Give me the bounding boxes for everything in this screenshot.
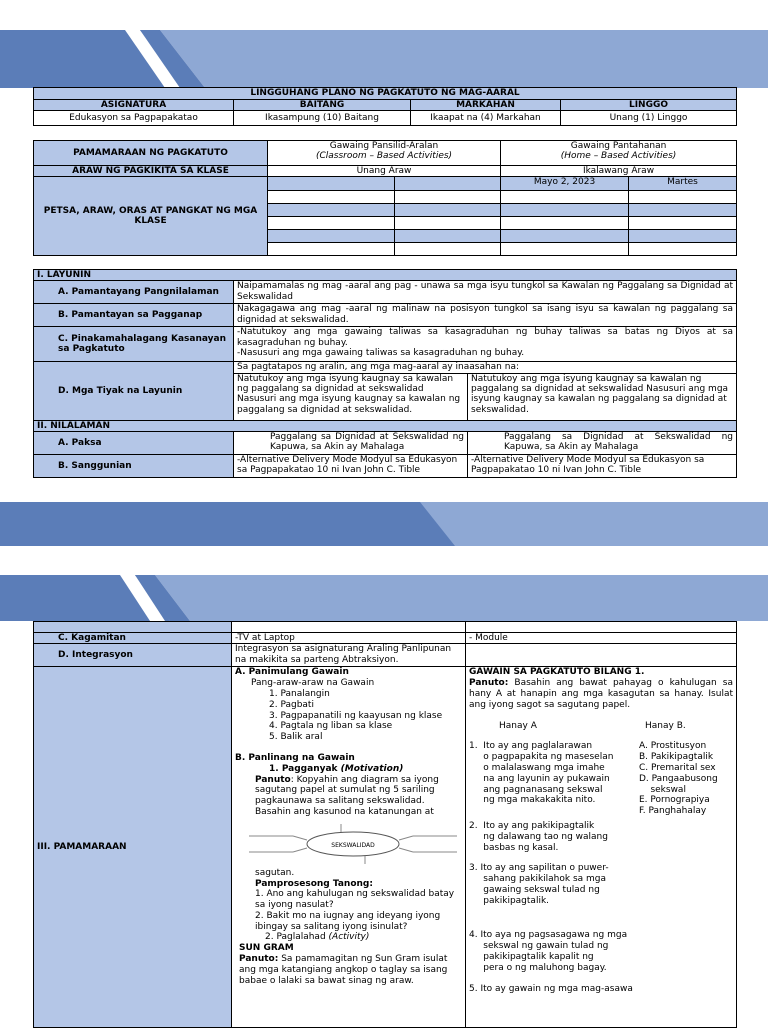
question-2: 2. Bakit mo na iugnay ang ideyang iyong ibingay sa salitang iyong isinulat? (255, 910, 441, 932)
gawain-heading: GAWAIN SA PAGKATUTO BILANG 1. (469, 667, 645, 678)
layunin-table (33, 269, 737, 478)
question-1: 1. Ano ang kahulugan ng sekswalidad batay sa iyong nasulat? (255, 889, 455, 911)
hanay-a-q4: 4. Ito aya ng pagsasagawa ng mga sekswal ng gawain tulad ng pakikipagtalik kapalit ng pera o ng maluhong bagay. (469, 930, 628, 973)
page2-table (33, 621, 737, 1028)
tiyak-right: Natutukoy ang mga isyung kaugnay sa kawalan ng paggalang sa dignidad at sekswalidad Nasusuri ang mga isyung kaugnay sa kawalan ng paggalang sa dignidad at sekswalidad. (468, 373, 737, 420)
hanay-a-q2: 2. Ito ay ang pakikipagtalik ng dalawang tao ng walang basbas ng kasal. (469, 820, 608, 853)
pamamaraan-left (232, 667, 466, 1028)
hanay-headers (469, 721, 733, 732)
page2-banner-graphic (0, 575, 768, 621)
title-table (33, 87, 737, 126)
banner-graphic (0, 30, 768, 88)
header-baitang: BAITANG (234, 100, 411, 111)
pamamaraan-label: PAMAMARAAN NG PAGKATUTO (34, 141, 268, 166)
label-tiyak-na-layunin: D. Mga Tiyak na Layunin (34, 362, 234, 420)
label-pamamaraan: III. PAMAMARAAN (34, 667, 232, 1028)
header-markahan: MARKAHAN (411, 100, 561, 111)
classroom-subtitle: (Classroom – Based Activities) (315, 151, 453, 162)
doc-title: LINGGUHANG PLANO NG PAGKATUTO NG MAG-AARAL (34, 88, 737, 100)
pagganyak-panuto: Panuto: Kopyahin ang diagram sa iyong sagutang papel at sumulat ng 5 sariling pagkaunawa sa salitang sekswalidad. Basahin ang kasunod na katanungan at (255, 774, 439, 817)
list-item: 5. Balik aral (269, 732, 323, 743)
nilalaman-heading: II. NILALAMAN (34, 420, 737, 431)
label-sanggunian: B. Sanggunian (34, 455, 234, 478)
hanay-a-q1: 1. Ito ay ang paglalarawan o pagpapakita ng maseselan o malalaswang mga imahe na ang layunin ay pukawain ang pagnanasang sekswal ng mga makakakita nito. (469, 741, 614, 806)
kagamitan-right: - Module (466, 633, 737, 644)
text-pamantayan-pagganap: Nakagagawa ang mag -aaral ng malinaw na posisyon tungkol sa isang isyu sa kawalan ng paggalang sa dignidad at sekswalidad. (234, 304, 737, 327)
activity-list (235, 689, 462, 743)
kasanayan-line-2: -Nasusuri ang mga gawaing taliwas sa kasagraduhan ng buhay. (237, 348, 525, 359)
question-row-1 (469, 741, 733, 817)
label-paksa: A. Paksa (34, 432, 234, 455)
value-asignatura: Edukasyon sa Pagpapakatao (34, 111, 234, 126)
weekday-cell: Martes (629, 177, 737, 190)
pang-araw-araw: Pang-araw-araw na Gawain (251, 678, 375, 689)
label-integrasyon: D. Integrasyon (34, 644, 232, 667)
tiyak-left: Natutukoy ang mga isyung kaugnay sa kawalan ng paggalang sa dignidad at sekswalidad Nasusuri ang mga isyung kaugnay sa kawalan ng paggalang sa dignidad at sekswalidad. (234, 373, 468, 420)
home-title: Gawaing Pantahanan (570, 141, 667, 151)
diagram-label: SEKSWALIDAD (331, 841, 375, 849)
pamprosesong-tanong: Pamprosesong Tanong: (255, 878, 373, 889)
pagganyak: 1. Pagganyak (Motivation) (269, 763, 404, 774)
panlinang-heading: B. Panlinang na Gawain (235, 752, 355, 763)
label-pamantayan-pagganap: B. Pamantayan sa Pagganap (34, 304, 234, 327)
hanay-a-q3: 3. Ito ay ang sapilitan o puwer- sahang pakikilahok sa mga gawaing sekswal tulad ng pakikipagtalik. (469, 863, 609, 906)
label-pamantayang-pangnilalaman: A. Pamantayang Pangnilalaman (34, 281, 234, 304)
paksa-right: Paggalang sa Dignidad at Sekswalidad ng Kapuwa, sa Akin ay Mahalaga (468, 432, 737, 455)
value-markahan: Ikaapat na (4) Markahan (411, 111, 561, 126)
sun-gram-heading: SUN GRAM (239, 943, 294, 954)
kagamitan-left: -TV at Laptop (232, 633, 466, 644)
paglalahad: 2. Paglalahad (Activity) (265, 932, 370, 943)
sanggunian-left: -Alternative Delivery Mode Modyul sa Edukasyon sa Pagpapakatao 10 ni Ivan John C. Tible (234, 455, 468, 478)
layunin-heading: I. LAYUNIN (34, 270, 737, 281)
paksa-left: Paggalang sa Dignidad at Sekswalidad ng Kapuwa, sa Akin ay Mahalaga (234, 432, 468, 455)
value-baitang: Ikasampung (10) Baitang (234, 111, 411, 126)
label-kasanayan: C. Pinakamahalagang Kasanayan sa Pagkatuto (34, 327, 234, 362)
gawain-panuto: Panuto: Basahin ang bawat pahayag o kahulugan sa hany A at hanapin ang mga kasagutan sa hanay. Isulat ang iyong sagot sa sagutang papel. (469, 678, 733, 710)
panimulang-gawain-heading: A. Panimulang Gawain (235, 667, 349, 678)
page2-banner (0, 575, 768, 621)
text-kasanayan (234, 327, 737, 362)
header-asignatura: ASIGNATURA (34, 100, 234, 111)
day-1: Unang Araw (268, 166, 501, 177)
top-banner (0, 30, 768, 88)
hanay-a-q5: 5. Ito ay gawain ng mga mag-asawa (469, 983, 633, 994)
classroom-activities (268, 141, 501, 166)
list-item: 4. Pagtala ng liban sa klase (269, 721, 393, 732)
integrasyon-text: Integrasyon sa asignaturang Araling Panlipunan na makikita sa parteng Abtraksiyon. (232, 644, 466, 667)
hanay-b: Hanay B. (645, 720, 686, 731)
day-2: Ikalawang Araw (501, 166, 737, 177)
sanggunian-right: -Alternative Delivery Mode Modyul sa Edukasyon sa Pagpapakatao 10 ni Ivan John C. Tible (468, 455, 737, 478)
sagutan: sagutan. (255, 867, 295, 878)
middle-banner (0, 502, 768, 546)
list-item: 3. Pagpapanatili ng kaayusan ng klase (269, 710, 443, 721)
list-item: 2. Pagbati (269, 699, 314, 710)
home-subtitle: (Home – Based Activities) (560, 151, 677, 162)
middle-banner-graphic (0, 502, 768, 546)
pamamaraan-right (466, 667, 737, 1028)
hanay-a: Hanay A (499, 720, 537, 731)
schedule-table (33, 140, 737, 256)
sekswalidad-diagram (241, 822, 466, 868)
home-activities (501, 141, 737, 166)
date-cell: Mayo 2, 2023 (501, 177, 629, 190)
sun-gram-panuto: Panuto: Sa pamamagitan ng Sun Gram isulat ang mga katangiang angkop o taglay sa isang babae o lalaki sa bawat sinag ng araw. (239, 954, 448, 986)
label-kagamitan: C. Kagamitan (34, 633, 232, 644)
araw-label: ARAW NG PAGKIKITA SA KLASE (34, 166, 268, 177)
list-item: 1. Panalangin (269, 688, 330, 699)
petsa-label: PETSA, ARAW, ORAS AT PANGKAT NG MGA KLASE (34, 177, 268, 256)
kasanayan-line-1: -Natutukoy ang mga gawaing taliwas sa kasagraduhan ng buhay taliwas sa batas ng Diyos at sa kasagraduhan ng buhay. (237, 327, 733, 348)
tiyak-intro: Sa pagtatapos ng aralin, ang mga mag-aaral ay inaasahan na: (234, 362, 737, 373)
header-linggo: LINGGO (561, 100, 737, 111)
classroom-title: Gawaing Pansilid-Aralan (329, 141, 439, 151)
text-pamantayang-pangnilalaman: Naipamamalas ng mag -aaral ang pag - unawa sa mga isyu tungkol sa Kawalan ng Paggalang sa Dignidad at Sekswalidad (234, 281, 737, 304)
value-linggo: Unang (1) Linggo (561, 111, 737, 126)
hanay-b-choices: A. Prostitusyon B. Pakikipagtalik C. Premarital sex D. Pangaabusong sekswal E. Pornograpiya F. Panghahalay (639, 741, 718, 817)
